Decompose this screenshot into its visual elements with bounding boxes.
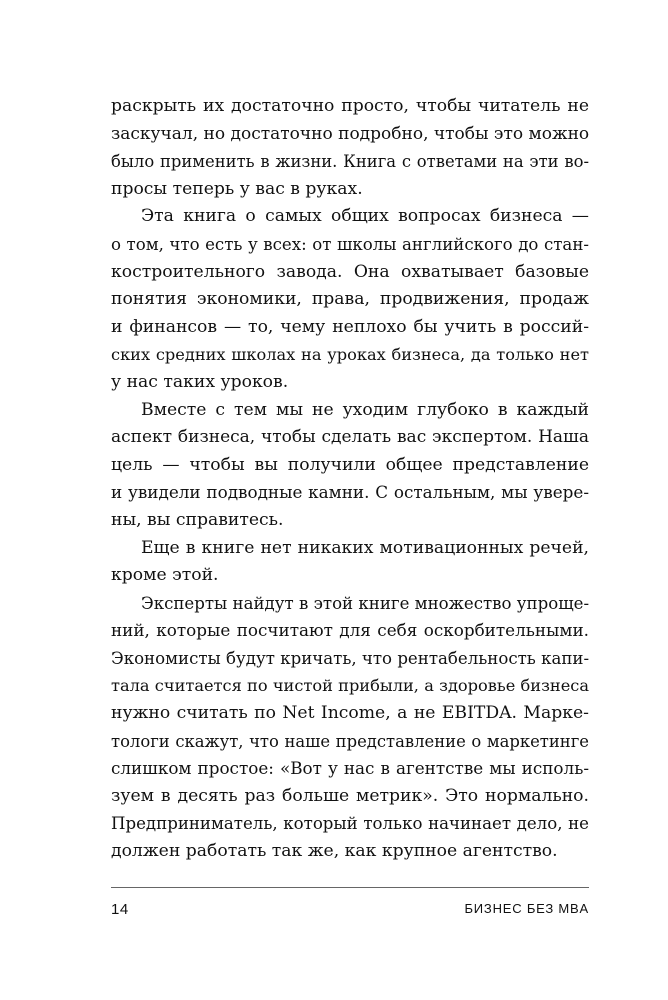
text-line: зуем в десять раз больше метрик». Это нормально. <box>111 785 589 806</box>
text-line: тала считается по чистой прибыли, а здоровье бизнеса <box>111 676 589 696</box>
text-line: ских средних школах на уроках бизнеса, да только нет <box>111 345 589 365</box>
page-number: 14 <box>111 901 129 918</box>
paragraph-3 <box>111 397 589 535</box>
text-line: Эксперты найдут в этой книге множество упроще- <box>141 593 590 613</box>
text-line: должен работать так же, как крупное агентство. <box>111 841 558 862</box>
text-line: у нас таких уроков. <box>111 371 289 392</box>
text-line: Вместе с тем мы не уходим глубоко в каждый <box>141 399 589 420</box>
text-line: понятия экономики, права, продвижения, продаж <box>111 289 589 310</box>
text-line: ний, которые посчитают для себя оскорбительными. <box>111 620 589 641</box>
text-line: тологи скажут, что наше представление о маркетинге <box>111 731 589 751</box>
text-line: кроме этой. <box>111 565 219 586</box>
text-line: Эта книга о самых общих вопросах бизнеса — <box>141 206 589 227</box>
text-line: ны, вы справитесь. <box>111 509 284 530</box>
body-text <box>111 93 589 866</box>
paragraph-2 <box>111 203 589 396</box>
text-line: просы теперь у вас в руках. <box>111 178 363 199</box>
paragraph-5 <box>111 590 589 866</box>
text-line: Еще в книге нет никаких мотивационных речей, <box>141 537 589 558</box>
text-line: костроительного завода. Она охватывает базовые <box>111 261 589 282</box>
text-line: заскучал, но достаточно подробно, чтобы это можно <box>111 123 590 144</box>
text-line: нужно считать по Net Income, а не EBITDA. Марке- <box>111 703 589 724</box>
text-line: о том, что есть у всех: от школы английского до стан- <box>111 234 589 254</box>
text-line: и финансов — то, чему неплохо бы учить в россий- <box>111 316 589 337</box>
paragraph-4 <box>111 535 589 590</box>
paragraph-1 <box>111 93 589 203</box>
text-line: цель — чтобы вы получили общее представление <box>111 454 589 475</box>
text-line: аспект бизнеса, чтобы сделать вас экспертом. Наша <box>111 427 589 448</box>
running-head: БИЗНЕС БЕЗ MBA <box>464 901 589 916</box>
text-line: Предприниматель, который только начинает дело, не <box>111 814 589 834</box>
text-line: и увидели подводные камни. С остальным, мы увере- <box>111 482 589 503</box>
text-line: было применить в жизни. Книга с ответами на эти во- <box>111 152 589 172</box>
text-line: раскрыть их достаточно просто, чтобы читатель не <box>111 96 589 116</box>
text-line: Экономисты будут кричать, что рентабельность капи- <box>111 648 590 668</box>
footer-divider <box>111 887 589 888</box>
text-line: слишком простое: «Вот у нас в агентстве мы исполь- <box>111 758 589 779</box>
